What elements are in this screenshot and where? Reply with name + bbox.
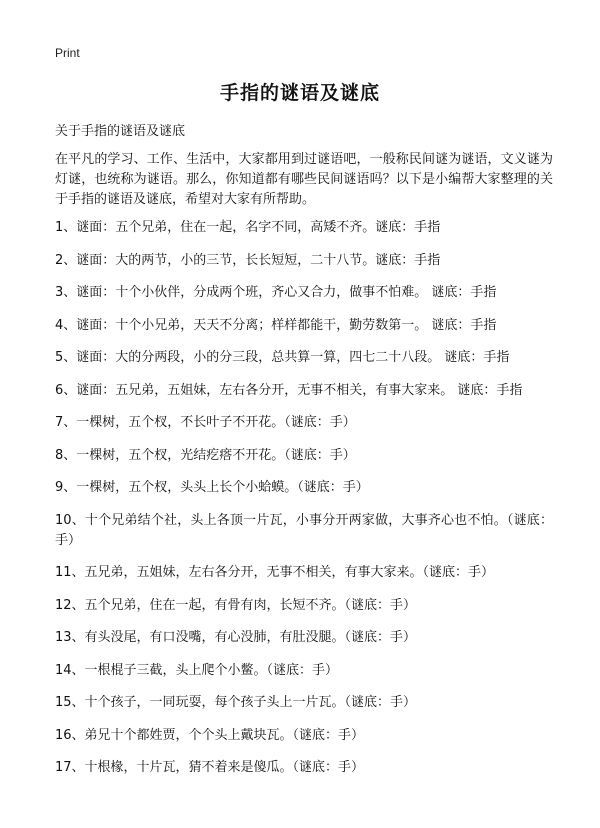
riddle-item: 8、一棵树，五个杈，光结疙瘩不开花。（谜底：手） [55, 447, 356, 463]
riddle-item: 11、五兄弟，五姐妹，左右各分开，无事不相关，有事大家来。（谜底：手） [55, 565, 495, 580]
print-label: Print [55, 46, 80, 60]
page-title: 手指的谜语及谜底 [219, 82, 380, 104]
riddle-item: 15、十个孩子，一同玩耍，每个孩子头上一片瓦。（谜底：手） [55, 695, 417, 710]
riddle-item: 4、谜面：十个小兄弟，天天不分离；样样都能干，勤劳数第一。 谜底：手指 [55, 317, 497, 333]
riddle-item: 3、谜面：十个小伙伴，分成两个班，齐心又合力，做事不怕难。 谜底：手指 [55, 285, 497, 300]
riddle-item: 16、弟兄十个都姓贾，个个头上戴块瓦。（谜底：手） [55, 727, 365, 743]
page-subtitle: 关于手指的谜语及谜底 [55, 124, 186, 139]
riddle-item: 17、十根椽，十片瓦，猜不着来是傻瓜。（谜底：手） [55, 760, 365, 775]
riddle-item: 6、谜面：五兄弟，五姐妹，左右各分开，无事不相关，有事大家来。 谜底：手指 [55, 382, 523, 398]
riddle-item: 12、五个兄弟，住在一起，有骨有肉，长短不齐。（谜底：手） [55, 597, 417, 613]
riddle-item: 14、一根棍子三截，头上爬个小鳖。（谜底：手） [55, 662, 339, 678]
riddle-item: 2、谜面：大的两节，小的三节，长长短短，二十八节。谜底：手指 [55, 252, 441, 268]
riddle-item: 1、谜面：五个兄弟，住在一起，名字不同，高矮不齐。谜底：手指 [55, 220, 441, 235]
riddle-item: 9、一棵树，五个杈，头头上长个小蛤蟆。（谜底：手） [55, 480, 369, 495]
riddle-item: 7、一棵树，五个杈，不长叶子不开花。（谜底：手） [55, 415, 356, 430]
intro-paragraph: 在平凡的学习、工作、生活中，大家都用到过谜语吧，一般称民间谜为谜语，文义谜为灯谜，也统称为谜语。那么，你知道都有哪些民间谜语吗？以下是小编帮大家整理的关于手指的谜语及谜底，希望对大家有所帮助。 [55, 152, 553, 207]
riddle-item: 10、十个兄弟结个社，头上各顶一片瓦，小事分开两家做，大事齐心也不怕。（谜底：手） [55, 512, 553, 548]
riddle-list [55, 218, 553, 791]
riddle-item: 5、谜面：大的分两段，小的分三段，总共算一算，四七二十八段。 谜底：手指 [55, 350, 510, 365]
riddle-item: 13、有头没尾，有口没嘴，有心没肺，有肚没腿。（谜底：手） [55, 630, 417, 645]
